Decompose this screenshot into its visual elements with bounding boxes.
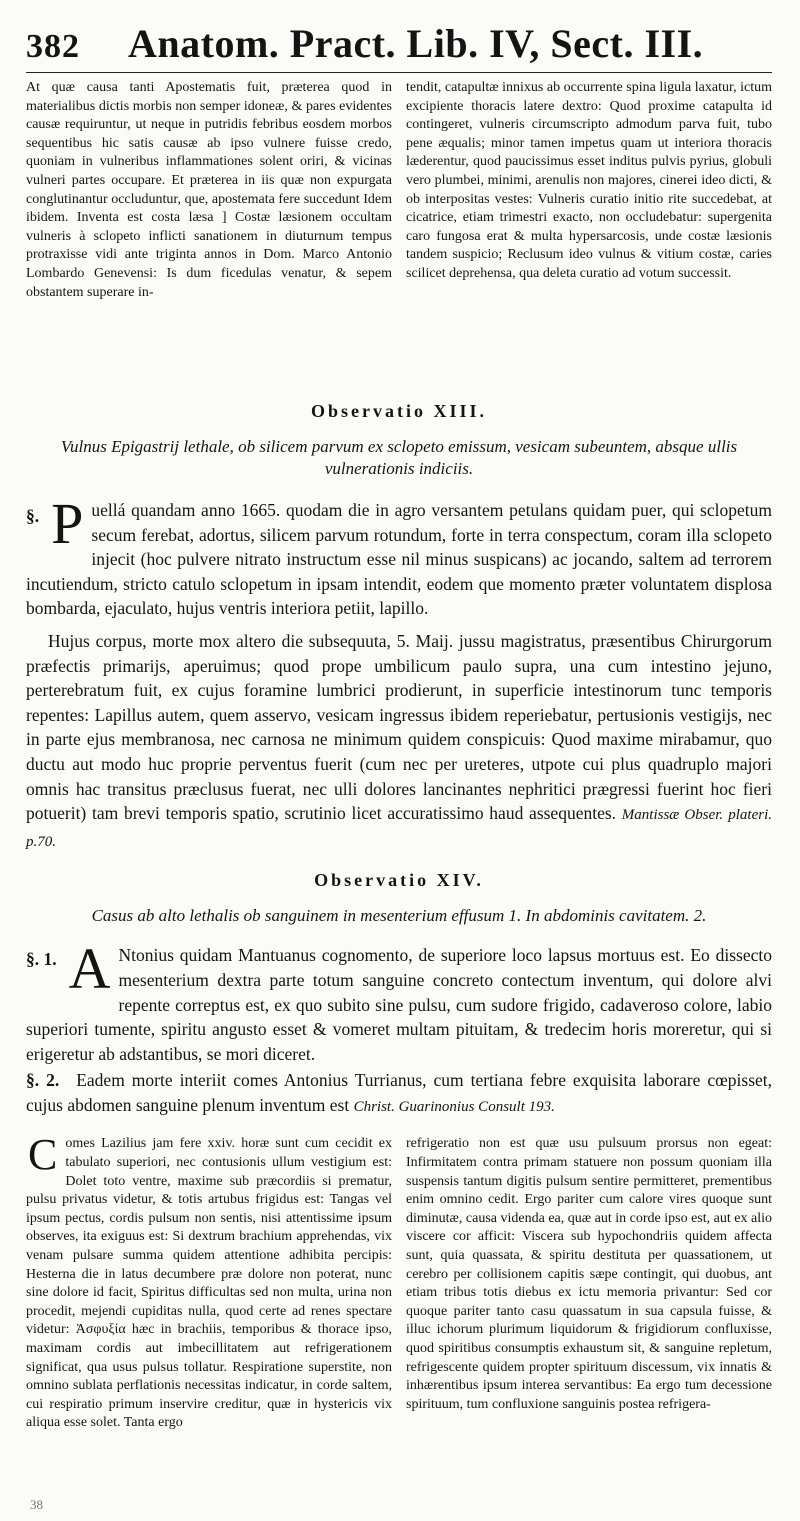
bottom-left-column [26,1130,392,1433]
top-columns [26,79,772,401]
observation-13-title: Observatio XIII. [310,401,487,421]
citation: Christ. Guarinonius Consult 193. [353,1098,555,1115]
observation-13-subtitle: Vulnus Epigastrij lethale, ob silicem parvum ex sclopeto emissum, vesicam subeuntem, absque ullis vulnerationis indiciis. [60,437,738,478]
paragraph-text: Ntonius quidam Mantuanus cognomento, de superiore loco lapsus mortuus est. Eo dissecto mesenterium dextra parte totum sanguine concreto contectum inventum, qui dolore alvi repente correptus est, ex quo subito sine pulsu, cum sudore frigido, cadaveroso colore, labio superiori tumente, spiritu angusto esset & vomeret multam pituitam, & tredecim horis moreretur, qui si erigeretur ab adstantibus, se mori diceret. [26,945,772,1064]
drop-cap: P [51,491,84,556]
observation-14-title: Observatio XIV. [314,870,484,891]
observation-14-paragraph-2 [26,1068,772,1119]
observation-13-paragraph-1 [26,491,772,621]
page-header [26,20,772,73]
observation-14-paragraph-1 [26,936,772,1066]
bottom-right-text: refrigeratio non est quæ usu pulsuum prorsus non egeat: Infirmitatem contra primam statuere non possum quoniam illa suspensis tantum digitis pulsum sentire permitteret, prementibus enim omnino cedit. Ergo pariter cum calore vires quoque sunt diminutæ, causa videnda ea, quæ aut in corde ipso est, aut ex alio viscere cor afficit: Viscera sub hypochondriis quidem affecta sunt, quia quassata, & spiritu destituta per quassationem, ut cerebro per collisionem capitis sæpe contingit, qui duobus, ant etiam tribus totis diebus ex ictu memoria privantur: Sed cor quoque pariter tanto casu quassatum in sua capsula fuisse, & illuc ichorum plurimum liquidorum & frigidiorum confluxisse, quod spiritibus consumptis exhaustum sit, & sanguine repletum, refrigescente quidem propter spirituum discessum, vix innatis & inhærentibus ipsum interea servantibus: Ea ergo tum decessione spirituum, tum confluxione sanguinis postea refrigera- [406,1136,772,1412]
page-number: 382 [26,28,80,65]
top-right-text: tendit, catapultæ innixus ab occurrente spina ligula laxatur, ictum excipiente thoracis latere dextro: Quod proxime catapulta id contingeret, vulneris circumscripto admodum parva fuit, tubo pene æqualis; minor tamen impetus quam ut interiora thoracis læderentur, quod paucissimus esset inditus pulvis pyrius, globuli vero plumbei, minimi, arenulis non majores, cinerei ideo dicti, & ob interpositas vestes: Vulneris curatio initio rite succedebat, at cicatrice, etiam trimestri exacto, non occludebatur: supergenita caro fungosa erat & multa hypersarcosis, unde costæ læsionis tandem suspicio; Reclusum ideo vulnus & vitium costæ, caries scilicet deprehensa, qua deleta curatio ad votum successit. [406,80,772,281]
drop-cap: A [68,936,111,1002]
drop-cap: C [28,1130,58,1180]
bottom-columns [26,1130,772,1433]
observation-13-paragraph-2 [26,629,772,854]
paragraph-text: uellá quandam anno 1665. quodam die in agro versantem petulans quidam puer, qui sclopetum secum ferebat, adortus, silicem parvum rotundum, forte in terra conspectum, coram illa sclopeto injecit (hoc pulvere nitrato instructum esse nil minus suspicans) ac jocando, saltem ad terrorem incutiendum, stricto catulo sclopetum in ipsam intendit, eodem que momento præter voluntatem displosa bombarda, ejaculato, hujus ventris interiora petiit, lapillo. [26,500,772,619]
paragraph-text: Eadem morte interiit comes Antonius Turrianus, cum tertiana febre exquisita laborare cœpisset, cujus abdomen sanguine plenum inventum est [26,1070,773,1115]
paragraph-text: Hujus corpus, morte mox altero die subsequuta, 5. Maij. jussu magistratus, præsentibus Chirurgorum præfectis primarijs, aperuimus; quod prope umbilicum paulo supra, una cum intestino jejuno, perterebratum fuit, ex cujus foramine lumbrici prodierunt, in superficie intestinorum tunc temporis repentes: Lapillus autem, quem asservo, vesicam ingressus ibidem reperiebatur, pertusionis vestigijs, nec in parte ejus membranosa, nec carnosa ne minimum quidem conspicuis: Quod maxime mirabamur, quo ductu aut modo huc proprie perventus fuerit (cum nec per ureteres, utpote cui plus quadruplo majori omnis hac transitus præclusus fuerat, nec ulli dolores lancinantes nephritici prægressi fuerint hoc fieri potuerit) tam brevi temporis spatio, scrutinio licet accuratissimo haud assequentes. [26,630,772,824]
footer-mark: 38 [30,1497,43,1512]
bottom-left-text [26,1130,392,1433]
citation: Mantissæ Obser. plateri. p.70. [26,807,773,850]
observation-14 [26,870,772,1119]
observation-14-subtitle: Casus ab alto lethalis ob sanguinem in mesenterium effusum 1. In abdominis cavitatem. 2. [91,906,707,926]
top-left-text: At quæ causa tanti Apostematis fuit, præterea quod in materialibus dictis morbis non semper idoneæ, & pares evidentes causæ requiruntur, ut neque in putridis febribus eosdem morbos sequentibus hic satis causæ ab ipso vulnere fuisse credo, quoniam in vulneribus inflammationes solent oriri, & vicinas vulneri partes occupare. Et præterea in iis quæ non expurgata conglutinantur occluduntur, que, apostemata fere succedunt Idem ibidem. Inventa est costa læsa ] Costæ læsionem occultam vulneris à sclopeto inflicti sanationem in diuturnum tempus protraxisse vidi ante triginta annos in Dom. Marco Antonio Lombardo Genevensi: Is dum ficedulas venatur, & sepem obstantem superare in- [26,80,392,300]
paragraph-text: omes Lazilius jam fere xxiv. horæ sunt cum cecidit ex tabulato superiori, nec contusionis ullum vestigium est: Dolet toto ventre, maxime sub præcordiis si prematur, pulsu privatus videtur, & totis artubus frigidus est: Tangas vel ipsum pectus, cordis pulsum non sentis, nisi attentissime ipsum observes, ita exiguus est: Si dextrum brachium apprehendas, vix venam pulsare summa quidem attentione adhibita percipis: Hesterna die in latus decumbere præ dolore non poterat, nunc sine dolore id facit, Spiritus difficultas sed non multa, urina non procedit, mejendi cupiditas nulla, quod certe ad renes spectare videtur: Ἀσφυξία hæc in brachiis, temporibus & thorace ipso, maximam cordis aut imbecillitatem aut refrigerationem significat, qua usus pulsus tollatur. Respiratione superstite, non omnino sublata perflationis necessitas indicatur, in corde saltem, cui respiratio primum inservire creditur, quæ in hystericis vix aliqua esse solet. Tanta ergo [26,1136,392,1431]
section-mark: §. 1. [26,949,57,970]
top-left-column [26,79,392,401]
section-mark: §. [26,506,40,526]
top-right-column [406,79,772,401]
running-head: Anatom. Pract. Lib. IV, Sect. III. [128,21,704,66]
observation-13 [26,401,772,854]
bottom-right-column [406,1135,772,1433]
section-mark: §. 2. [26,1070,60,1091]
